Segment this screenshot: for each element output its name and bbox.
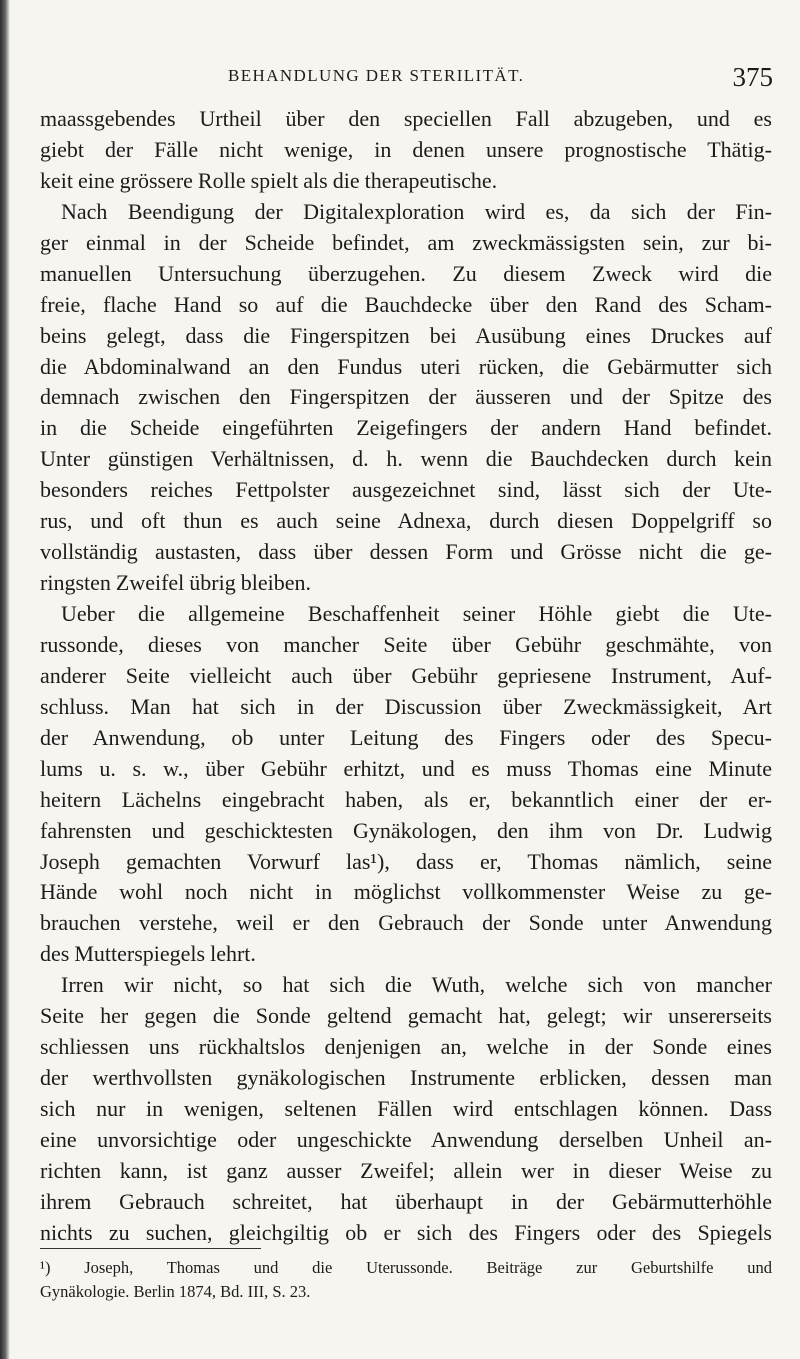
text-line: vollständig austasten, dass über dessen Form und Grösse nicht die ge- [40, 539, 772, 565]
page-number: 375 [732, 62, 773, 92]
text-line: der Anwendung, ob unter Leitung des Fingers oder des Specu- [40, 724, 772, 750]
footnotes [40, 1256, 772, 1304]
text-line: schliessen uns rückhaltslos denjenigen an, welche in der Sonde eines [40, 1034, 772, 1060]
text-line: freie, flache Hand so auf die Bauchdecke über den Rand des Scham- [40, 291, 772, 317]
text-line: brauchen verstehe, weil er den Gebrauch der Sonde unter Anwendung [40, 910, 772, 936]
text-line: ringsten Zweifel übrig bleiben. [40, 570, 311, 596]
page-header [228, 62, 773, 92]
text-line: in die Scheide eingeführten Zeigefingers der andern Hand befindet. [40, 415, 772, 441]
text-line: schluss. Man hat sich in der Discussion über Zweckmässigkeit, Art [40, 693, 772, 719]
footnote-line: ¹) Joseph, Thomas und die Uterussonde. Beiträge zur Geburtshilfe und [40, 1258, 772, 1277]
text-line: lums u. s. w., über Gebühr erhitzt, und es muss Thomas eine Minute [40, 755, 772, 781]
text-line: manuellen Untersuchung überzugehen. Zu diesem Zweck wird die [40, 260, 772, 286]
text-line: beins gelegt, dass die Fingerspitzen bei Ausübung eines Druckes auf [40, 322, 772, 348]
body-text [40, 104, 772, 1249]
text-line: Seite her gegen die Sonde geltend gemacht hat, gelegt; wir unsererseits [40, 1003, 772, 1029]
text-line: die Abdominalwand an den Fundus uteri rücken, die Gebärmutter sich [40, 353, 772, 379]
footnote-divider [40, 1248, 261, 1249]
text-line: anderer Seite vielleicht auch über Gebühr gepriesene Instrument, Auf- [40, 662, 772, 688]
text-line: giebt der Fälle nicht wenige, in denen unsere prognostische Thätig- [40, 136, 772, 162]
text-line: Ueber die allgemeine Beschaffenheit seiner Höhle giebt die Ute- [61, 601, 772, 626]
text-line: heitern Lächelns eingebracht haben, als er, bekanntlich einer der er- [40, 786, 772, 812]
text-line: nichts zu suchen, gleichgiltig ob er sich des Fingers oder des Spiegels [40, 1219, 772, 1245]
text-line: eine unvorsichtige oder ungeschickte Anwendung derselben Unheil an- [40, 1126, 772, 1152]
text-line: ger einmal in der Scheide befindet, am zweckmässigsten sein, zur bi- [40, 229, 772, 255]
text-line: besonders reiches Fettpolster ausgezeichnet sind, lässt sich der Ute- [40, 477, 772, 503]
text-line: Joseph gemachten Vorwurf las¹), dass er, Thomas nämlich, seine [40, 848, 772, 874]
text-line: keit eine grössere Rolle spielt als die therapeutische. [40, 167, 498, 193]
text-line: rus, und oft thun es auch seine Adnexa, durch diesen Doppelgriff so [40, 508, 772, 534]
text-line: Nach Beendigung der Digitalexploration wird es, da sich der Fin- [61, 198, 772, 224]
text-line: richten kann, ist ganz ausser Zweifel; allein wer in dieser Weise zu [40, 1157, 772, 1183]
text-line: demnach zwischen den Fingerspitzen der äusseren und der Spitze des [40, 384, 772, 410]
text-line: sich nur in wenigen, seltenen Fällen wird entschlagen können. Dass [40, 1096, 772, 1121]
text-line: Irren wir nicht, so hat sich die Wuth, welche sich von mancher [61, 972, 772, 998]
text-line: des Mutterspiegels lehrt. [40, 941, 256, 967]
text-line: ihrem Gebrauch schreitet, hat überhaupt in der Gebärmutterhöhle [40, 1188, 772, 1214]
running-head: BEHANDLUNG DER STERILITÄT. [228, 66, 525, 85]
footnote-line: Gynäkologie. Berlin 1874, Bd. III, S. 23. [40, 1282, 311, 1301]
text-line: maassgebendes Urtheil über den speciellen Fall abzugeben, und es [40, 106, 772, 131]
text-line: russonde, dieses von mancher Seite über Gebühr geschmähte, von [40, 631, 772, 657]
text-line: Unter günstigen Verhältnissen, d. h. wenn die Bauchdecken durch kein [40, 446, 772, 472]
text-line: der werthvollsten gynäkologischen Instrumente erblicken, dessen man [40, 1065, 772, 1091]
text-line: fahrensten und geschicktesten Gynäkologen, den ihm von Dr. Ludwig [40, 817, 772, 843]
text-line: Hände wohl noch nicht in möglichst vollkommenster Weise zu ge- [40, 879, 772, 905]
